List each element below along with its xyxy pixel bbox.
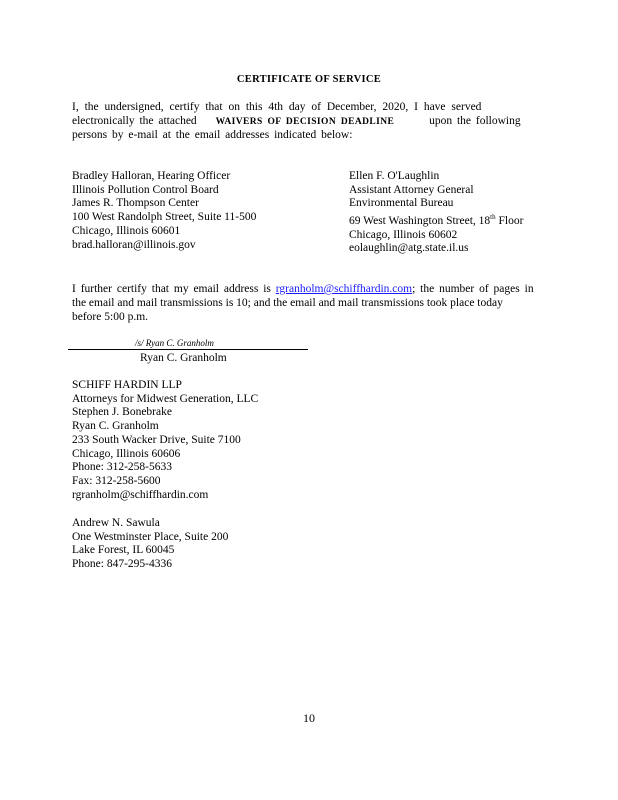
certify-email-link[interactable]: rgranholm@schiffhardin.com [275,283,413,295]
signature-line [68,349,308,350]
firm-phone: Phone: 312-258-5633 [72,461,172,474]
recipient-name: Bradley Halloran, Hearing Officer [72,170,231,182]
recipient-title: Assistant Attorney General [349,183,474,196]
firm-name: SCHIFF HARDIN LLP [72,379,182,391]
page-number: 10 [303,711,315,725]
contact-city: Lake Forest, IL 60045 [72,544,175,557]
recipient-street: 100 West Randolph Street, Suite 11-500 [72,211,257,224]
recipient-email: eolaughlin@atg.state.il.us [349,242,469,255]
recipient-org: Illinois Pollution Control Board [72,183,219,196]
recipient-name: Ellen F. O'Laughlin [349,170,440,182]
firm-city: Chicago, Illinois 60606 [72,447,181,460]
contact-street: One Westminster Place, Suite 200 [72,530,229,543]
signer-name: Ryan C. Granholm [140,352,227,364]
intro-line-2-pre: electronically the attached [72,115,197,127]
recipient-block-left [72,170,256,252]
recipient-street: 69 West Washington Street, 18th Floor [349,213,524,227]
recipient-block-right [349,170,523,256]
recipient-bureau: Environmental Bureau [349,197,454,210]
firm-block [72,379,258,502]
document-title: CERTIFICATE OF SERVICE [236,74,382,85]
firm-email: rgranholm@schiffhardin.com [72,488,209,501]
certify-line-1: I further certify that my email address is rgranholm@schiffhardin.com; the number of pages in [72,283,534,295]
electronic-signature: /s/ Ryan C. Granholm [135,338,214,348]
document-name: WAIVERS OF DECISION DEADLINE [215,117,395,127]
contact-name: Andrew N. Sawula [72,517,160,529]
intro-line-2-post: upon the following [429,115,521,127]
firm-attorney: Ryan C. Granholm [72,420,159,433]
recipient-email: brad.halloran@illinois.gov [72,238,196,251]
certify-line-2: the email and mail transmissions is 10; and the email and mail transmissions took place today [72,297,503,309]
contact-phone: Phone: 847-295-4336 [72,558,172,571]
certify-line-3: before 5:00 p.m. [72,311,149,323]
second-contact-block [72,517,228,572]
intro-line-2 [72,114,538,129]
firm-fax: Fax: 312-258-5600 [72,474,161,487]
recipient-city: Chicago, Illinois 60601 [72,224,181,237]
firm-role: Attorneys for Midwest Generation, LLC [72,392,259,405]
intro-line-3: persons by e-mail at the email addresses indicated below: [72,129,353,141]
firm-attorney: Stephen J. Bonebrake [72,406,172,419]
firm-street: 233 South Wacker Drive, Suite 7100 [72,433,241,446]
intro-line-1: I, the undersigned, certify that on this 4th day of December, 2020, I have served [72,101,482,113]
recipient-building: James R. Thompson Center [72,197,199,210]
recipient-city: Chicago, Illinois 60602 [349,228,458,241]
